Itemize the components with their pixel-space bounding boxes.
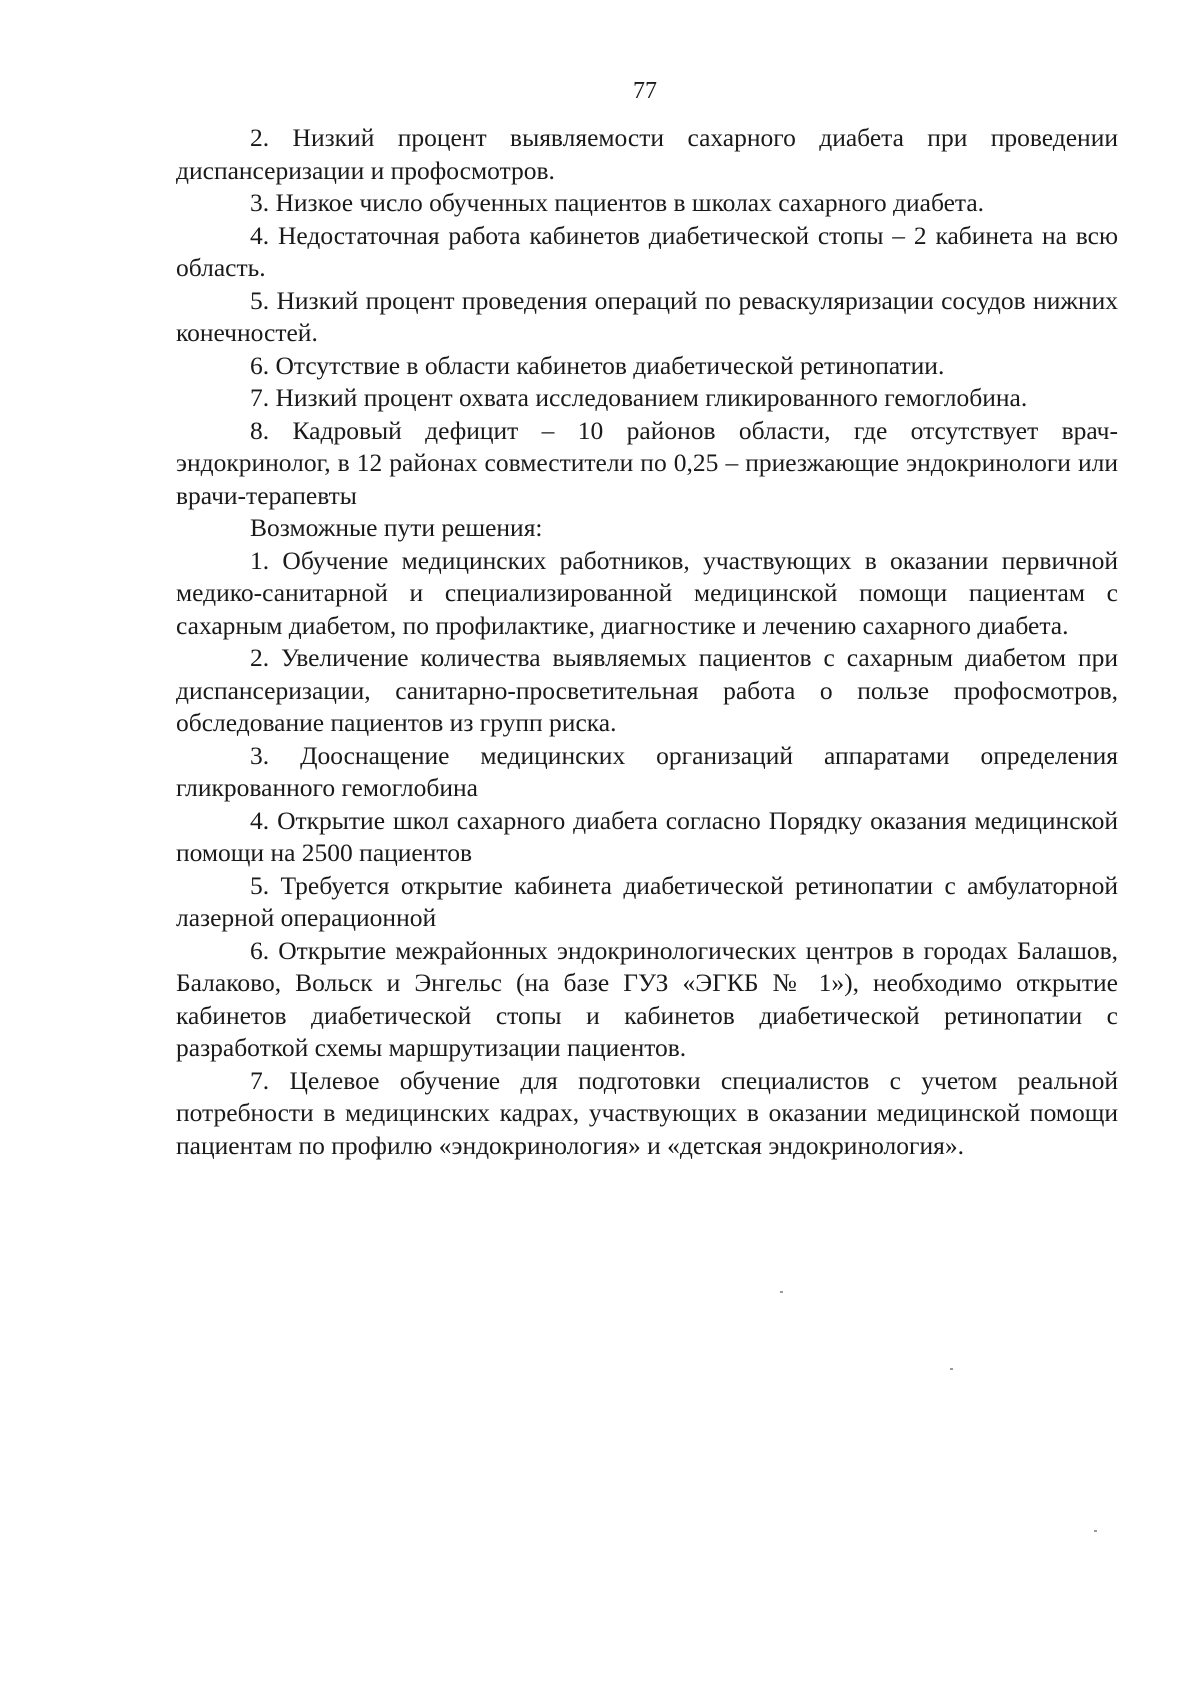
scan-speck <box>780 1291 783 1293</box>
solutions-heading: Возможные пути решения: <box>250 513 543 542</box>
problem-item-7: 7. Низкий процент охвата исследованием гликированного гемоглобина. <box>250 383 1028 412</box>
problem-item-6: 6. Отсутствие в области кабинетов диабетической ретинопатии. <box>250 350 945 380</box>
solution-item-4: 4. Открытие школ сахарного диабета согласно Порядку оказания медицинской помощи на 2500 пациентов <box>176 805 1118 867</box>
solution-item-7: 7. Целевое обучение для подготовки специалистов с учетом реальной потребности в медицинских кадрах, участвующих в оказании медицинской помощи пациентам по профилю «эндокринология» и «детская эндокринология». <box>176 1065 1118 1160</box>
page-number: 77 <box>633 78 657 104</box>
solution-item-3: 3. Дооснащение медицинских организаций аппаратами определения гликрованного гемоглобина <box>176 740 1118 802</box>
solution-item-1: 1. Обучение медицинских работников, участвующих в оказании первичной медико-санитарной и специализированной медицинской помощи пациентам с сахарным диабетом, по профилактике, диагностике и лечению сахарного диабета. <box>176 545 1118 640</box>
problem-item-2: 2. Низкий процент выявляемости сахарного диабета при проведении диспансеризации и профосмотров. <box>176 123 1118 185</box>
problem-item-3: 3. Низкое число обученных пациентов в школах сахарного диабета. <box>250 188 985 217</box>
solution-item-2: 2. Увеличение количества выявляемых пациентов с сахарным диабетом при диспансеризации, санитарно-просветительная работа о пользе профосмотров, обследование пациентов из групп риска. <box>176 643 1118 737</box>
scan-speck <box>950 1368 953 1370</box>
problem-item-8: 8. Кадровый дефицит – 10 районов области, где отсутствует врач-эндокринолог, в 12 районах совместители по 0,25 – приезжающие эндокринологи или врачи-терапевты <box>176 415 1118 510</box>
problem-item-5: 5. Низкий процент проведения операций по реваскуляризации сосудов нижних конечностей. <box>176 285 1118 347</box>
solution-item-5: 5. Требуется открытие кабинета диабетической ретинопатии с амбулаторной лазерной операционной <box>176 870 1118 932</box>
solution-item-6: 6. Открытие межрайонных эндокринологических центров в городах Балашов, Балаково, Вольск и Энгельс (на базе ГУЗ «ЭГКБ № 1»), необходимо открытие кабинетов диабетической стопы и кабинетов диабетической ретинопатии с разработкой схемы маршрутизации пациентов. <box>176 935 1118 1062</box>
scan-speck <box>1094 1530 1097 1532</box>
problem-item-4: 4. Недостаточная работа кабинетов диабетической стопы – 2 кабинета на всю область. <box>176 220 1118 282</box>
document-body <box>176 122 1118 1162</box>
